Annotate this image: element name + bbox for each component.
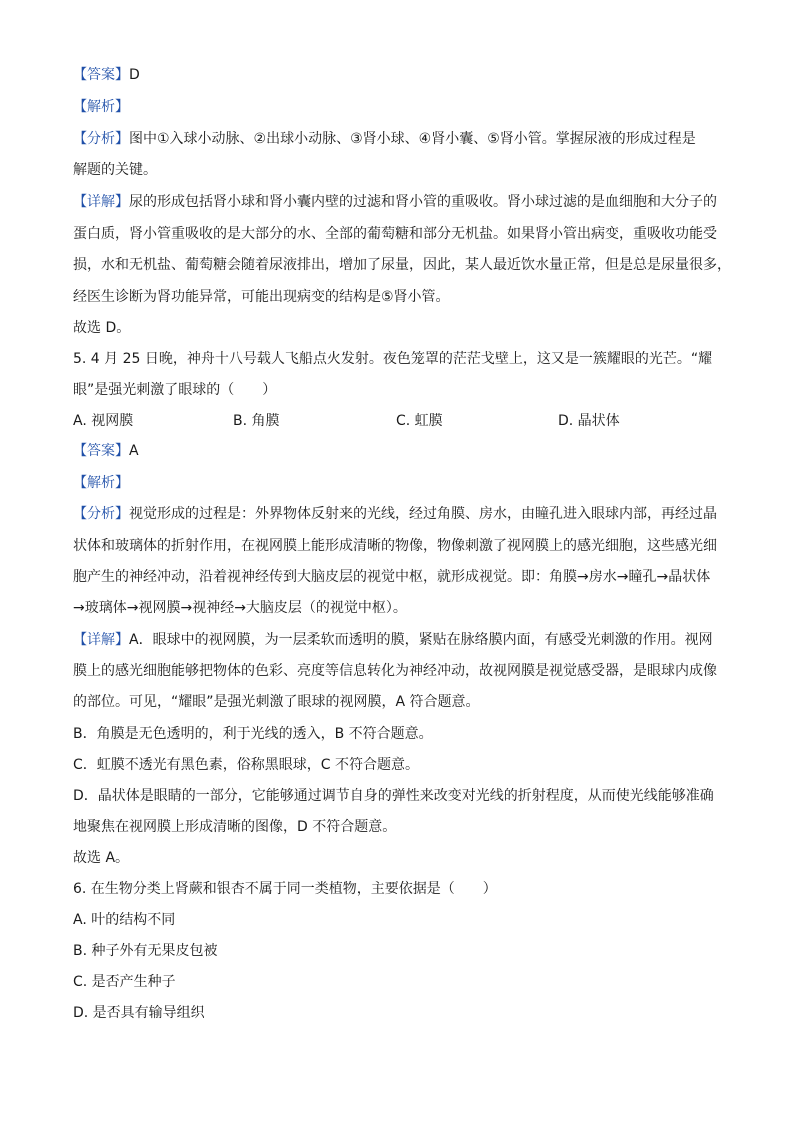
option-b: B. 角膜 bbox=[233, 413, 280, 429]
xiangjie-label: 【详解】 bbox=[73, 194, 129, 210]
option-a: A. 视网膜 bbox=[73, 413, 134, 429]
option-d: D. 晶状体 bbox=[558, 413, 620, 429]
option-d: D. 是否具有输导组织 bbox=[73, 1005, 205, 1021]
question-stem-continued: 眼”是强光刺激了眼球的（ ） bbox=[73, 382, 277, 398]
answer-line bbox=[73, 441, 139, 461]
xiangjie-text-line: 膜上的感光细胞能够把物体的色彩、亮度等信息转化为神经冲动，故视网膜是视觉感受器，是眼球内成像 bbox=[73, 663, 717, 679]
option-c: C. 虹膜 bbox=[396, 413, 443, 429]
answer-value: D bbox=[129, 67, 140, 83]
fenxi-line bbox=[73, 504, 717, 524]
xiangjie-label: 【详解】 bbox=[73, 632, 129, 648]
fenxi-label: 【分析】 bbox=[73, 131, 129, 147]
xiangjie-text-line: 损，水和无机盐、葡萄糖会随着尿液排出，增加了尿量，因此，某人最近饮水量正常，但是总是尿量很多， bbox=[73, 257, 731, 273]
fenxi-text-line: 胞产生的神经冲动，沿着视神经传到大脑皮层的视觉中枢，就形成视觉。即：角膜→房水→瞳孔→晶状体 bbox=[73, 569, 711, 585]
option-c: C. 是否产生种子 bbox=[73, 974, 176, 990]
answer-label: 【答案】 bbox=[73, 67, 129, 83]
xiangjie-text-line: 的部位。可见，“耀眼”是强光刺激了眼球的视网膜，A 符合题意。 bbox=[73, 694, 480, 710]
xiangjie-line bbox=[73, 630, 713, 650]
analysis-label: 【解析】 bbox=[73, 475, 129, 491]
question-stem: 6. 在生物分类上肾蕨和银杏不属于同一类植物，主要依据是（ ） bbox=[73, 881, 497, 897]
fenxi-line bbox=[73, 129, 696, 149]
option-c-explanation: C．虹膜不透光有黑色素，俗称黑眼球，C 不符合题意。 bbox=[73, 757, 419, 773]
xiangjie-text-line: 经医生诊断为肾功能异常，可能出现病变的结构是⑤肾小管。 bbox=[73, 289, 450, 305]
conclusion-line: 故选 A。 bbox=[73, 850, 130, 866]
option-a: A. 叶的结构不同 bbox=[73, 912, 176, 928]
answer-value: A bbox=[129, 443, 139, 459]
answer-line bbox=[73, 65, 140, 85]
fenxi-text-continued: 解题的关键。 bbox=[73, 162, 157, 178]
fenxi-text-line: →玻璃体→视网膜→视神经→大脑皮层（的视觉中枢）。 bbox=[73, 600, 407, 616]
fenxi-text: 视觉形成的过程是：外界物体反射来的光线，经过角膜、房水，由瞳孔进入眼球内部，再经过晶 bbox=[129, 506, 717, 522]
option-d-explanation: D．晶状体是眼睛的一部分，它能够通过调节自身的弹性来改变对光线的折射程度，从而使光线能够准确 bbox=[73, 788, 714, 804]
xiangjie-line bbox=[73, 192, 717, 212]
fenxi-text-line: 状体和玻璃体的折射作用，在视网膜上能形成清晰的物像，物像刺激了视网膜上的感光细胞，这些感光细 bbox=[73, 538, 717, 554]
answer-label: 【答案】 bbox=[73, 443, 129, 459]
xiangjie-text: A．眼球中的视网膜，为一层柔软而透明的膜，紧贴在脉络膜内面，有感受光刺激的作用。视网 bbox=[129, 632, 713, 648]
fenxi-text: 图中①入球小动脉、②出球小动脉、③肾小球、④肾小囊、⑤肾小管。掌握尿液的形成过程是 bbox=[129, 131, 696, 147]
option-b: B. 种子外有无果皮包被 bbox=[73, 943, 218, 959]
conclusion-line: 故选 D。 bbox=[73, 320, 131, 336]
option-d-explanation-continued: 地聚焦在视网膜上形成清晰的图像，D 不符合题意。 bbox=[73, 819, 397, 835]
fenxi-label: 【分析】 bbox=[73, 506, 129, 522]
xiangjie-text: 尿的形成包括肾小球和肾小囊内壁的过滤和肾小管的重吸收。肾小球过滤的是血细胞和大分子的 bbox=[129, 194, 717, 210]
question-stem: 5. 4 月 25 日晚，神舟十八号载人飞船点火发射。夜色笼罩的茫茫戈壁上，这又是一簇耀眼的光芒。“耀 bbox=[73, 351, 713, 367]
option-b-explanation: B．角膜是无色透明的，利于光线的透入，B 不符合题意。 bbox=[73, 726, 433, 742]
xiangjie-text-line: 蛋白质，肾小管重吸收的是大部分的水、全部的葡萄糖和部分无机盐。如果肾小管出病变，重吸收功能受 bbox=[73, 226, 717, 242]
analysis-label: 【解析】 bbox=[73, 99, 129, 115]
